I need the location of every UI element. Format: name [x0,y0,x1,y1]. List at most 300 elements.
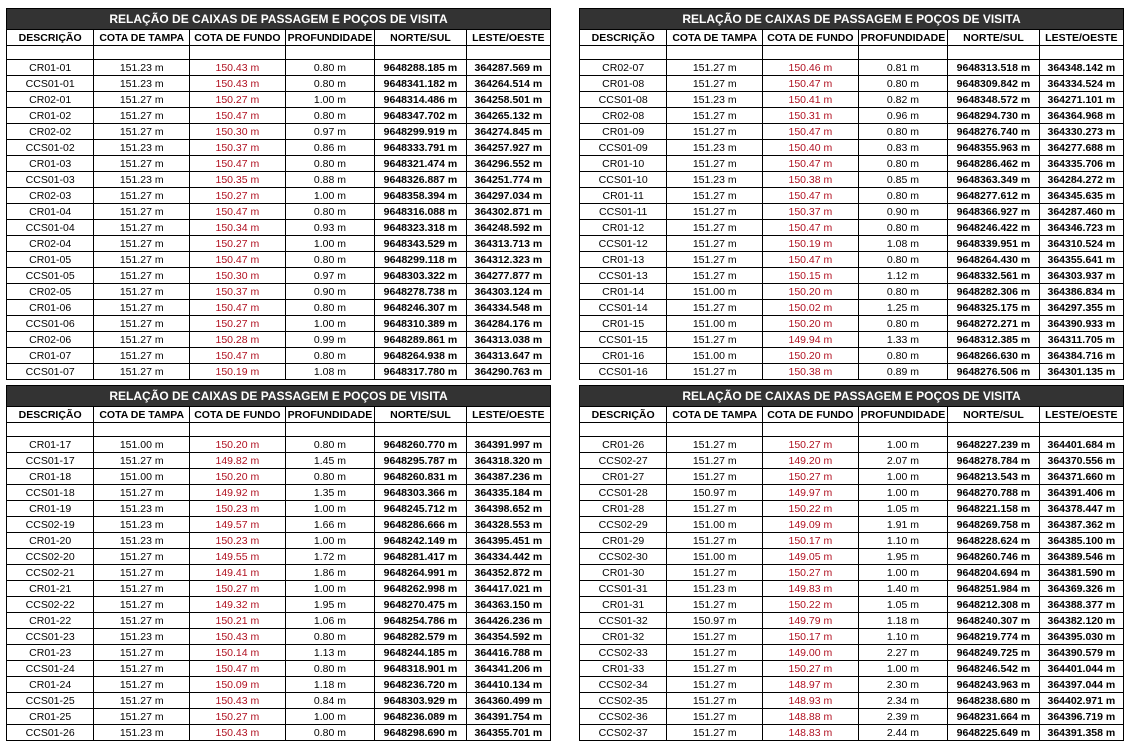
norte-sul-cell: 9648363.349 m [948,172,1040,188]
cota-fundo-cell: 149.00 m [763,645,859,661]
table-row [7,188,551,204]
leste-oeste-cell: 364264.514 m [466,76,550,92]
description-cell: CCS02-27 [580,453,667,469]
cota-tampa-cell: 151.27 m [667,709,763,725]
table-row [580,348,1124,364]
cota-tampa-cell: 151.00 m [667,348,763,364]
table-row [580,581,1124,597]
cota-fundo-cell: 150.23 m [190,501,286,517]
cota-fundo-cell: 150.09 m [190,677,286,693]
profundidade-cell: 0.80 m [858,188,947,204]
cota-fundo-cell: 150.27 m [763,661,859,677]
profundidade-cell: 0.80 m [285,156,374,172]
table-title: RELAÇÃO DE CAIXAS DE PASSAGEM E POÇOS DE VISITA [7,386,551,407]
cota-fundo-cell: 150.27 m [190,92,286,108]
norte-sul-cell: 9648246.422 m [948,220,1040,236]
cota-tampa-cell: 151.00 m [667,517,763,533]
description-cell: CCS01-15 [580,332,667,348]
table-row [7,156,551,172]
header-leste-oeste: LESTE/OESTE [1039,30,1123,46]
table-row [580,613,1124,629]
norte-sul-cell: 9648260.770 m [375,437,467,453]
description-cell: CR01-30 [580,565,667,581]
norte-sul-cell: 9648309.842 m [948,76,1040,92]
cota-tampa-cell: 150.97 m [667,485,763,501]
spacer-row [580,46,1124,60]
header-profundidade: PROFUNDIDADE [858,407,947,423]
leste-oeste-cell: 364318.320 m [466,453,550,469]
description-cell: CCS01-23 [7,629,94,645]
table-row [7,629,551,645]
cota-fundo-cell: 150.30 m [190,124,286,140]
cota-tampa-cell: 151.27 m [667,300,763,316]
cota-tampa-cell: 151.27 m [94,709,190,725]
cota-fundo-cell: 150.22 m [763,597,859,613]
table-row [7,533,551,549]
cota-tampa-cell: 150.97 m [667,613,763,629]
cota-fundo-cell: 150.46 m [763,60,859,76]
description-cell: CR02-01 [7,92,94,108]
cota-tampa-cell: 151.27 m [667,693,763,709]
table-row [580,533,1124,549]
cota-tampa-cell: 151.23 m [667,172,763,188]
cota-tampa-cell: 151.27 m [667,453,763,469]
cota-fundo-cell: 149.94 m [763,332,859,348]
profundidade-cell: 0.80 m [858,76,947,92]
cota-fundo-cell: 149.32 m [190,597,286,613]
leste-oeste-cell: 364398.652 m [466,501,550,517]
profundidade-cell: 0.80 m [285,60,374,76]
norte-sul-cell: 9648288.185 m [375,60,467,76]
cota-tampa-cell: 151.27 m [94,156,190,172]
profundidade-cell: 0.86 m [285,140,374,156]
table-row [580,284,1124,300]
profundidade-cell: 0.85 m [858,172,947,188]
cota-fundo-cell: 150.47 m [763,188,859,204]
profundidade-cell: 1.13 m [285,645,374,661]
table-row [580,204,1124,220]
cota-fundo-cell: 150.20 m [190,437,286,453]
description-cell: CR01-24 [7,677,94,693]
description-cell: CR01-03 [7,156,94,172]
cota-fundo-cell: 150.41 m [763,92,859,108]
cota-fundo-cell: 150.22 m [763,501,859,517]
table-row [580,268,1124,284]
cota-tampa-cell: 151.27 m [94,364,190,380]
cota-fundo-cell: 150.43 m [190,60,286,76]
leste-oeste-cell: 364370.556 m [1039,453,1123,469]
cota-tampa-cell: 151.27 m [94,108,190,124]
table-row [580,172,1124,188]
description-cell: CCS01-05 [7,268,94,284]
norte-sul-cell: 9648264.991 m [375,565,467,581]
cota-tampa-cell: 151.27 m [667,565,763,581]
cota-tampa-cell: 151.27 m [94,693,190,709]
leste-oeste-cell: 364297.355 m [1039,300,1123,316]
norte-sul-cell: 9648269.758 m [948,517,1040,533]
leste-oeste-cell: 364284.176 m [466,316,550,332]
profundidade-cell: 0.82 m [858,92,947,108]
cota-tampa-cell: 151.27 m [667,156,763,172]
table-row [7,597,551,613]
cota-tampa-cell: 151.23 m [94,533,190,549]
table-row [7,332,551,348]
cota-fundo-cell: 150.19 m [190,364,286,380]
header-cota-tampa: COTA DE TAMPA [667,30,763,46]
norte-sul-cell: 9648270.788 m [948,485,1040,501]
leste-oeste-cell: 364391.406 m [1039,485,1123,501]
table-row [7,124,551,140]
norte-sul-cell: 9648343.529 m [375,236,467,252]
cota-fundo-cell: 150.02 m [763,300,859,316]
leste-oeste-cell: 364401.684 m [1039,437,1123,453]
profundidade-cell: 0.80 m [285,108,374,124]
cota-tampa-cell: 151.23 m [94,725,190,741]
profundidade-cell: 1.00 m [285,533,374,549]
profundidade-cell: 0.80 m [858,252,947,268]
norte-sul-cell: 9648326.887 m [375,172,467,188]
description-cell: CR01-15 [580,316,667,332]
cota-tampa-cell: 151.27 m [94,597,190,613]
cota-fundo-cell: 150.47 m [190,252,286,268]
leste-oeste-cell: 364381.590 m [1039,565,1123,581]
cota-fundo-cell: 150.35 m [190,172,286,188]
table-row [7,108,551,124]
table-row [7,725,551,741]
description-cell: CCS02-36 [580,709,667,725]
norte-sul-cell: 9648299.118 m [375,252,467,268]
cota-tampa-cell: 151.27 m [94,220,190,236]
leste-oeste-cell: 364395.030 m [1039,629,1123,645]
caixas-table-4 [579,385,1124,741]
leste-oeste-cell: 364296.552 m [466,156,550,172]
profundidade-cell: 1.95 m [285,597,374,613]
norte-sul-cell: 9648228.624 m [948,533,1040,549]
description-cell: CR02-04 [7,236,94,252]
norte-sul-cell: 9648276.506 m [948,364,1040,380]
leste-oeste-cell: 364354.592 m [466,629,550,645]
profundidade-cell: 0.80 m [285,76,374,92]
table-row [580,597,1124,613]
table-row [7,517,551,533]
cota-tampa-cell: 151.27 m [94,661,190,677]
profundidade-cell: 0.80 m [285,725,374,741]
norte-sul-cell: 9648246.307 m [375,300,467,316]
header-cota-fundo: COTA DE FUNDO [190,30,286,46]
norte-sul-cell: 9648286.462 m [948,156,1040,172]
norte-sul-cell: 9648264.430 m [948,252,1040,268]
norte-sul-cell: 9648236.720 m [375,677,467,693]
cota-tampa-cell: 151.27 m [94,316,190,332]
table-row [7,220,551,236]
norte-sul-cell: 9648294.730 m [948,108,1040,124]
norte-sul-cell: 9648318.901 m [375,661,467,677]
profundidade-cell: 2.39 m [858,709,947,725]
table-row [7,60,551,76]
table-row [7,565,551,581]
cota-tampa-cell: 151.27 m [94,613,190,629]
table-row [7,268,551,284]
header-norte-sul: NORTE/SUL [948,30,1040,46]
description-cell: CR01-11 [580,188,667,204]
norte-sul-cell: 9648236.089 m [375,709,467,725]
cota-tampa-cell: 151.23 m [94,172,190,188]
leste-oeste-cell: 364251.774 m [466,172,550,188]
norte-sul-cell: 9648358.394 m [375,188,467,204]
leste-oeste-cell: 364287.460 m [1039,204,1123,220]
profundidade-cell: 0.80 m [285,300,374,316]
norte-sul-cell: 9648225.649 m [948,725,1040,741]
leste-oeste-cell: 364328.553 m [466,517,550,533]
cota-fundo-cell: 150.47 m [763,156,859,172]
cota-fundo-cell: 150.20 m [763,284,859,300]
norte-sul-cell: 9648278.738 m [375,284,467,300]
cota-tampa-cell: 151.27 m [667,268,763,284]
table-row [580,76,1124,92]
description-cell: CR01-07 [7,348,94,364]
profundidade-cell: 0.99 m [285,332,374,348]
description-cell: CCS01-17 [7,453,94,469]
header-descricao: DESCRIÇÃO [580,407,667,423]
cota-tampa-cell: 151.00 m [94,437,190,453]
table-row [580,188,1124,204]
profundidade-cell: 0.80 m [285,437,374,453]
profundidade-cell: 0.80 m [285,204,374,220]
cota-fundo-cell: 150.17 m [763,629,859,645]
cota-tampa-cell: 151.27 m [94,188,190,204]
norte-sul-cell: 9648355.963 m [948,140,1040,156]
description-cell: CR01-27 [580,469,667,485]
description-cell: CR01-33 [580,661,667,677]
cota-fundo-cell: 150.31 m [763,108,859,124]
description-cell: CCS01-31 [580,581,667,597]
description-cell: CR01-31 [580,597,667,613]
table-row [7,709,551,725]
profundidade-cell: 1.25 m [858,300,947,316]
table-row [580,300,1124,316]
cota-tampa-cell: 151.27 m [94,565,190,581]
leste-oeste-cell: 364334.524 m [1039,76,1123,92]
leste-oeste-cell: 364290.763 m [466,364,550,380]
cota-tampa-cell: 151.27 m [667,108,763,124]
description-cell: CCS02-20 [7,549,94,565]
header-descricao: DESCRIÇÃO [7,30,94,46]
norte-sul-cell: 9648341.182 m [375,76,467,92]
description-cell: CCS01-06 [7,316,94,332]
norte-sul-cell: 9648238.680 m [948,693,1040,709]
table-row [580,252,1124,268]
norte-sul-cell: 9648310.389 m [375,316,467,332]
cota-fundo-cell: 150.43 m [190,725,286,741]
norte-sul-cell: 9648264.938 m [375,348,467,364]
cota-tampa-cell: 151.27 m [667,533,763,549]
table-row [7,140,551,156]
profundidade-cell: 0.84 m [285,693,374,709]
cota-fundo-cell: 150.43 m [190,76,286,92]
cota-tampa-cell: 151.27 m [667,204,763,220]
profundidade-cell: 1.00 m [858,485,947,501]
cota-fundo-cell: 150.37 m [190,140,286,156]
cota-fundo-cell: 150.27 m [190,581,286,597]
cota-tampa-cell: 151.27 m [94,300,190,316]
profundidade-cell: 1.35 m [285,485,374,501]
norte-sul-cell: 9648333.791 m [375,140,467,156]
header-descricao: DESCRIÇÃO [7,407,94,423]
profundidade-cell: 0.97 m [285,124,374,140]
description-cell: CCS01-13 [580,268,667,284]
profundidade-cell: 1.10 m [858,533,947,549]
cota-tampa-cell: 151.27 m [667,252,763,268]
description-cell: CR01-14 [580,284,667,300]
profundidade-cell: 1.91 m [858,517,947,533]
norte-sul-cell: 9648332.561 m [948,268,1040,284]
norte-sul-cell: 9648243.963 m [948,677,1040,693]
table-row [7,316,551,332]
description-cell: CCS01-25 [7,693,94,709]
leste-oeste-cell: 364384.716 m [1039,348,1123,364]
header-norte-sul: NORTE/SUL [375,407,467,423]
table-row [580,156,1124,172]
norte-sul-cell: 9648272.271 m [948,316,1040,332]
leste-oeste-cell: 364371.660 m [1039,469,1123,485]
cota-fundo-cell: 150.15 m [763,268,859,284]
header-cota-tampa: COTA DE TAMPA [94,407,190,423]
profundidade-cell: 1.00 m [285,236,374,252]
cota-fundo-cell: 150.23 m [190,533,286,549]
table-row [7,284,551,300]
leste-oeste-cell: 364345.635 m [1039,188,1123,204]
table-row [7,204,551,220]
cota-tampa-cell: 151.23 m [94,60,190,76]
cota-tampa-cell: 151.00 m [94,469,190,485]
cota-fundo-cell: 150.47 m [763,220,859,236]
cota-fundo-cell: 150.27 m [763,469,859,485]
profundidade-cell: 1.05 m [858,597,947,613]
norte-sul-cell: 9648325.175 m [948,300,1040,316]
cota-fundo-cell: 150.21 m [190,613,286,629]
cota-fundo-cell: 150.20 m [763,316,859,332]
leste-oeste-cell: 364335.184 m [466,485,550,501]
table-title: RELAÇÃO DE CAIXAS DE PASSAGEM E POÇOS DE VISITA [7,9,551,30]
leste-oeste-cell: 364401.044 m [1039,661,1123,677]
leste-oeste-cell: 364312.323 m [466,252,550,268]
leste-oeste-cell: 364395.451 m [466,533,550,549]
leste-oeste-cell: 364311.705 m [1039,332,1123,348]
leste-oeste-cell: 364426.236 m [466,613,550,629]
leste-oeste-cell: 364387.362 m [1039,517,1123,533]
profundidade-cell: 0.80 m [858,316,947,332]
leste-oeste-cell: 364388.377 m [1039,597,1123,613]
norte-sul-cell: 9648276.740 m [948,124,1040,140]
norte-sul-cell: 9648212.308 m [948,597,1040,613]
leste-oeste-cell: 364271.101 m [1039,92,1123,108]
norte-sul-cell: 9648321.474 m [375,156,467,172]
table-row [7,437,551,453]
table-row [7,613,551,629]
leste-oeste-cell: 364389.546 m [1039,549,1123,565]
profundidade-cell: 1.12 m [858,268,947,284]
description-cell: CR01-23 [7,645,94,661]
cota-fundo-cell: 150.27 m [190,316,286,332]
header-cota-fundo: COTA DE FUNDO [763,30,859,46]
description-cell: CCS01-32 [580,613,667,629]
leste-oeste-cell: 364364.968 m [1039,108,1123,124]
caixas-table-3 [6,385,551,741]
cota-fundo-cell: 150.20 m [763,348,859,364]
cota-tampa-cell: 151.27 m [667,236,763,252]
leste-oeste-cell: 364313.038 m [466,332,550,348]
leste-oeste-cell: 364387.236 m [466,469,550,485]
norte-sul-cell: 9648281.417 m [375,549,467,565]
table-row [580,549,1124,565]
cota-tampa-cell: 151.27 m [94,124,190,140]
cota-fundo-cell: 148.83 m [763,725,859,741]
profundidade-cell: 0.80 m [285,469,374,485]
leste-oeste-cell: 364277.688 m [1039,140,1123,156]
header-norte-sul: NORTE/SUL [375,30,467,46]
table-row [7,348,551,364]
profundidade-cell: 0.83 m [858,140,947,156]
leste-oeste-cell: 364302.871 m [466,204,550,220]
cota-fundo-cell: 150.20 m [190,469,286,485]
cota-tampa-cell: 151.27 m [94,348,190,364]
description-cell: CCS01-01 [7,76,94,92]
profundidade-cell: 2.44 m [858,725,947,741]
cota-tampa-cell: 151.23 m [94,629,190,645]
profundidade-cell: 0.96 m [858,108,947,124]
header-cota-fundo: COTA DE FUNDO [763,407,859,423]
profundidade-cell: 1.08 m [858,236,947,252]
norte-sul-cell: 9648277.612 m [948,188,1040,204]
profundidade-cell: 1.00 m [858,661,947,677]
norte-sul-cell: 9648282.306 m [948,284,1040,300]
cota-fundo-cell: 150.37 m [190,284,286,300]
table-row [7,300,551,316]
description-cell: CR01-19 [7,501,94,517]
cota-fundo-cell: 149.83 m [763,581,859,597]
leste-oeste-cell: 364334.442 m [466,549,550,565]
profundidade-cell: 1.05 m [858,501,947,517]
cota-fundo-cell: 150.47 m [190,204,286,220]
leste-oeste-cell: 364265.132 m [466,108,550,124]
table-row [7,172,551,188]
description-cell: CCS01-12 [580,236,667,252]
profundidade-cell: 0.93 m [285,220,374,236]
profundidade-cell: 0.81 m [858,60,947,76]
profundidade-cell: 0.97 m [285,268,374,284]
profundidade-cell: 0.80 m [285,661,374,677]
cota-fundo-cell: 150.27 m [190,236,286,252]
cota-fundo-cell: 150.28 m [190,332,286,348]
cota-tampa-cell: 151.27 m [667,364,763,380]
description-cell: CR02-05 [7,284,94,300]
norte-sul-cell: 9648262.998 m [375,581,467,597]
leste-oeste-cell: 364410.134 m [466,677,550,693]
norte-sul-cell: 9648249.725 m [948,645,1040,661]
description-cell: CR01-04 [7,204,94,220]
table-row [580,453,1124,469]
cota-tampa-cell: 151.00 m [667,549,763,565]
cota-tampa-cell: 151.27 m [667,677,763,693]
description-cell: CR01-02 [7,108,94,124]
cota-fundo-cell: 150.27 m [190,188,286,204]
header-cota-tampa: COTA DE TAMPA [94,30,190,46]
table-row [580,316,1124,332]
cota-fundo-cell: 150.14 m [190,645,286,661]
table-row [580,332,1124,348]
profundidade-cell: 0.80 m [285,629,374,645]
table-row [580,517,1124,533]
